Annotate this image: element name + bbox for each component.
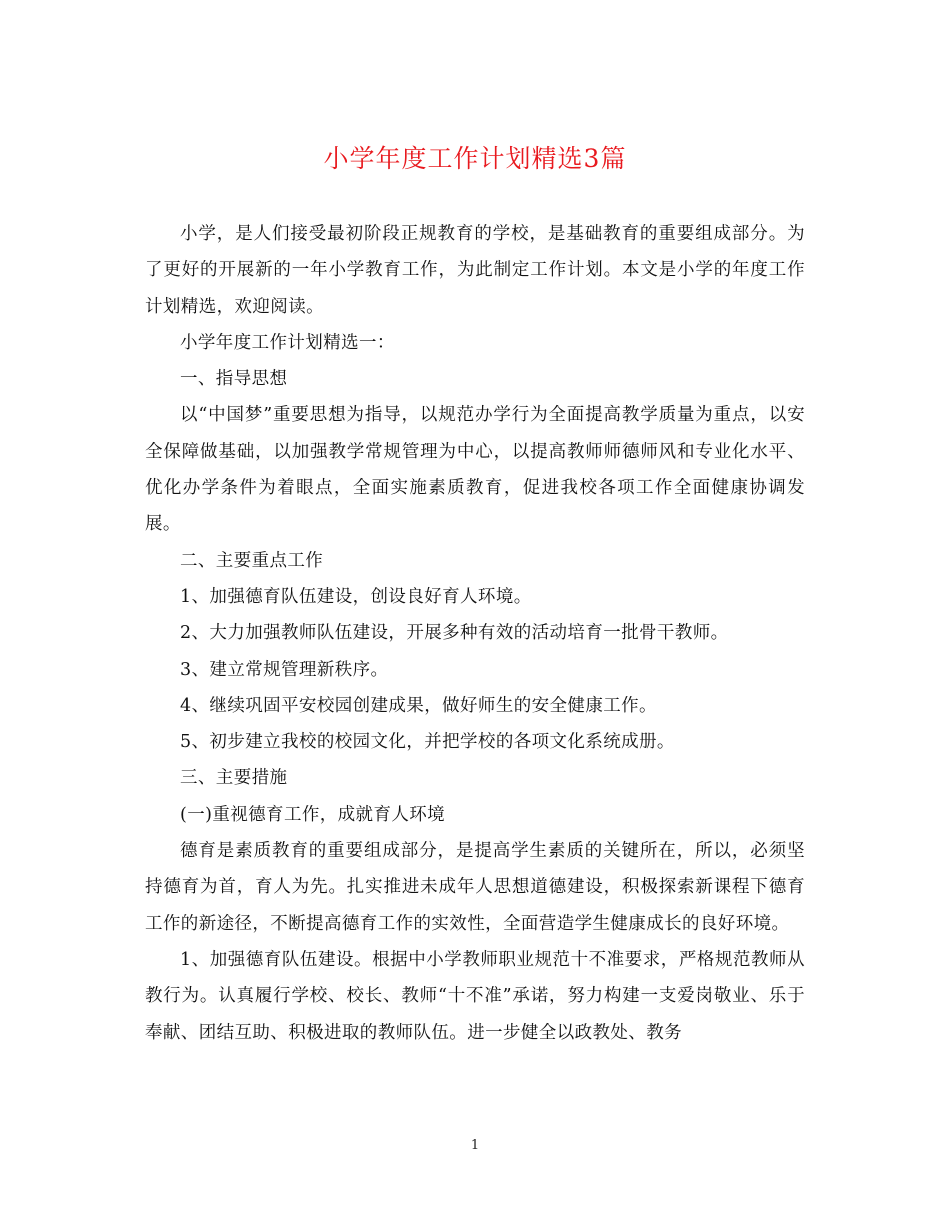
section-heading-main-measures: 三、主要措施	[180, 768, 288, 789]
section-heading-key-work: 二、主要重点工作	[180, 550, 324, 571]
paragraph-plan-one-heading: 小学年度工作计划精选一：	[180, 332, 395, 353]
paragraph-intro: 小学，是人们接受最初阶段正规教育的学校，是基础教育的重要组成部分。为了更好的开展新的一年小学教育工作，为此制定工作计划。本文是小学的年度工作计划精选，欢迎阅读。	[145, 224, 805, 317]
paragraph-moral-team-building: 1、加强德育队伍建设。根据中小学教师职业规范十不准要求，严格规范教师从教行为。认真履行学校、校长、教师“十不准”承诺，努力构建一支爱岗敬业、乐于奉献、团结互助、积极进取的教师队伍。进一步健全以政教处、教务	[145, 949, 805, 1043]
list-item-key-work-4: 4、继续巩固平安校园创建成果，做好师生的安全健康工作。	[180, 695, 657, 716]
section-heading-guiding-ideology: 一、指导思想	[180, 369, 288, 390]
subsection-heading-moral-education: (一)重视德育工作，成就育人环境	[180, 804, 446, 825]
paragraph-moral-education: 德育是素质教育的重要组成部分，是提高学生素质的关键所在，所以，必须坚持德育为首，育人为先。扎实推进未成年人思想道德建设，积极探索新课程下德育工作的新途径，不断提高德育工作的实效性，全面营造学生健康成长的良好环境。	[145, 841, 805, 934]
paragraph-guiding-ideology: 以“中国梦”重要思想为指导，以规范办学行为全面提高教学质量为重点，以安全保障做基础，以加强教学常规管理为中心，以提高教师师德师风和专业化水平、优化办学条件为着眼点，全面实施素质教育，促进我校各项工作全面健康协调发展。	[145, 405, 805, 535]
page-number: 1	[470, 1138, 480, 1153]
document-body	[145, 216, 805, 1051]
document-title: 小学年度工作计划精选3篇	[323, 144, 627, 173]
list-item-key-work-2: 2、大力加强教师队伍建设，开展多种有效的活动培育一批骨干教师。	[180, 623, 729, 644]
list-item-key-work-5: 5、初步建立我校的校园文化，并把学校的各项文化系统成册。	[180, 732, 675, 753]
list-item-key-work-1: 1、加强德育队伍建设，创设良好育人环境。	[180, 586, 532, 607]
list-item-key-work-3: 3、建立常规管理新秩序。	[180, 659, 389, 680]
